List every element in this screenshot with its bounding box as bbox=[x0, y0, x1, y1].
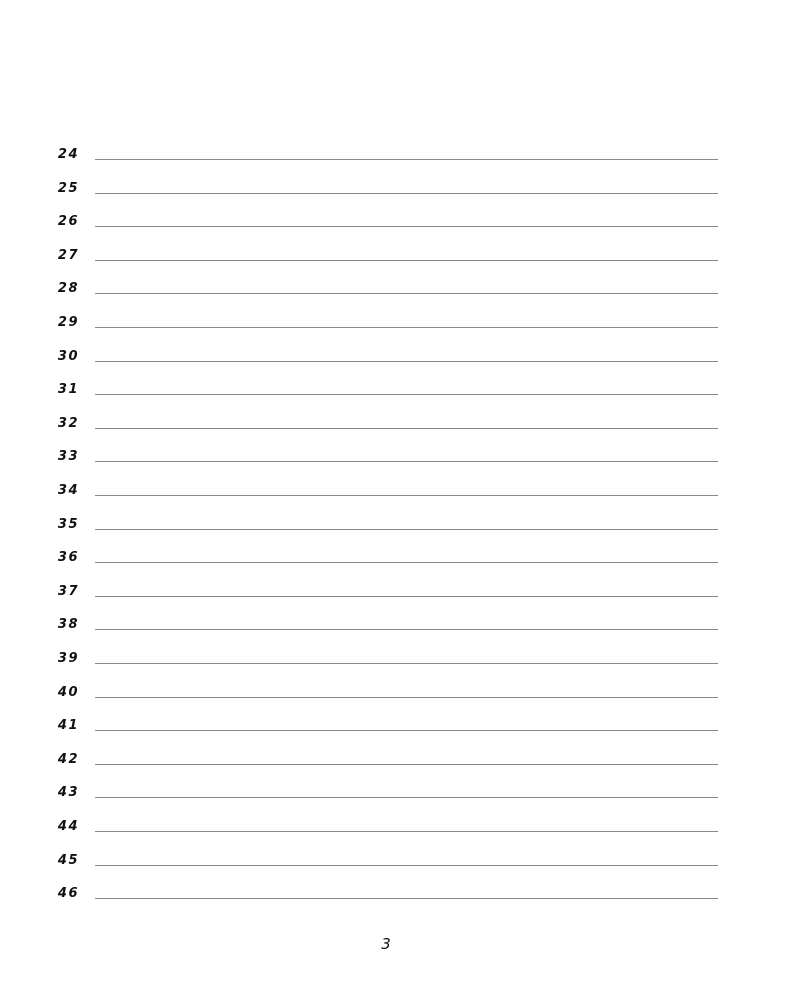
line-number: 40 bbox=[57, 684, 79, 700]
line-number: 27 bbox=[57, 247, 79, 263]
line-number: 26 bbox=[57, 214, 79, 230]
line-number: 32 bbox=[57, 415, 79, 431]
ruled-line[interactable] bbox=[95, 495, 718, 496]
ruled-line[interactable] bbox=[95, 428, 718, 429]
answer-line bbox=[0, 617, 800, 637]
line-number: 46 bbox=[57, 886, 79, 902]
answer-line bbox=[0, 315, 800, 335]
ruled-line[interactable] bbox=[95, 159, 718, 160]
line-number: 24 bbox=[57, 147, 79, 162]
line-number: 38 bbox=[57, 617, 79, 633]
answer-line bbox=[0, 853, 800, 873]
line-number: 28 bbox=[57, 281, 79, 297]
answer-line bbox=[0, 382, 800, 402]
answer-line bbox=[0, 550, 800, 570]
answer-line bbox=[0, 685, 800, 705]
line-number: 44 bbox=[57, 819, 79, 834]
ruled-line[interactable] bbox=[95, 461, 718, 462]
line-number: 33 bbox=[57, 449, 79, 465]
ruled-line[interactable] bbox=[95, 562, 718, 563]
line-number: 29 bbox=[57, 315, 79, 330]
ruled-line[interactable] bbox=[95, 629, 718, 630]
answer-line bbox=[0, 584, 800, 604]
line-number: 45 bbox=[57, 852, 79, 868]
line-number: 41 bbox=[57, 718, 79, 734]
answer-line bbox=[0, 248, 800, 268]
line-number: 42 bbox=[57, 751, 79, 767]
answer-line bbox=[0, 416, 800, 436]
line-number: 39 bbox=[57, 651, 79, 666]
answer-line bbox=[0, 281, 800, 301]
answer-line bbox=[0, 147, 800, 167]
answer-line bbox=[0, 819, 800, 839]
ruled-line[interactable] bbox=[95, 394, 718, 395]
ruled-line[interactable] bbox=[95, 898, 718, 899]
ruled-line[interactable] bbox=[95, 865, 718, 866]
ruled-line[interactable] bbox=[95, 361, 718, 362]
answer-line bbox=[0, 483, 800, 503]
answer-line bbox=[0, 785, 800, 805]
ruled-line[interactable] bbox=[95, 226, 718, 227]
answer-line bbox=[0, 214, 800, 234]
ruled-line[interactable] bbox=[95, 697, 718, 698]
page-number: 3 bbox=[381, 935, 391, 953]
answer-line bbox=[0, 349, 800, 369]
ruled-line[interactable] bbox=[95, 831, 718, 832]
answer-line bbox=[0, 449, 800, 469]
answer-line bbox=[0, 886, 800, 906]
answer-line bbox=[0, 517, 800, 537]
line-number: 34 bbox=[57, 483, 79, 498]
ruled-line[interactable] bbox=[95, 529, 718, 530]
answer-line bbox=[0, 718, 800, 738]
ruled-line[interactable] bbox=[95, 293, 718, 294]
ruled-line[interactable] bbox=[95, 764, 718, 765]
answer-line bbox=[0, 181, 800, 201]
line-number: 43 bbox=[57, 785, 79, 801]
answer-line bbox=[0, 752, 800, 772]
line-number: 35 bbox=[57, 516, 79, 532]
ruled-line[interactable] bbox=[95, 730, 718, 731]
line-number: 37 bbox=[57, 583, 79, 599]
line-number: 25 bbox=[57, 180, 79, 196]
line-number: 30 bbox=[57, 348, 79, 364]
ruled-line[interactable] bbox=[95, 596, 718, 597]
ruled-line[interactable] bbox=[95, 193, 718, 194]
line-number: 31 bbox=[57, 382, 79, 398]
ruled-line[interactable] bbox=[95, 797, 718, 798]
answer-line bbox=[0, 651, 800, 671]
ruled-line[interactable] bbox=[95, 260, 718, 261]
line-number: 36 bbox=[57, 550, 79, 566]
ruled-line[interactable] bbox=[95, 327, 718, 328]
ruled-line[interactable] bbox=[95, 663, 718, 664]
